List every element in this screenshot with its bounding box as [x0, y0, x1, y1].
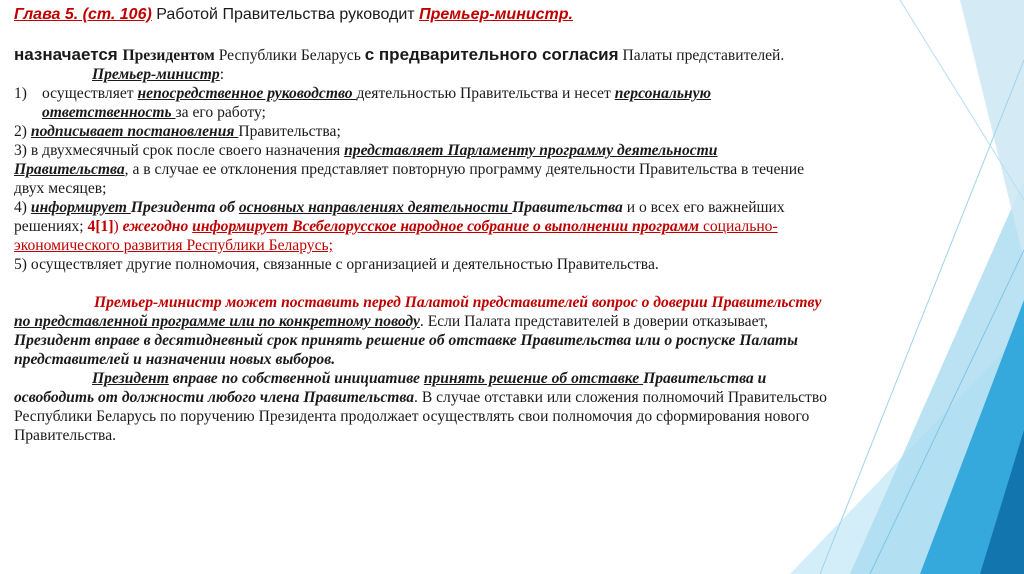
d4-i: ): [113, 218, 123, 235]
duty-3: [14, 141, 1004, 198]
duty-2: [14, 122, 1004, 141]
d4-k: информирует Всебелорусское народное собрание о выполнении: [192, 218, 633, 235]
pm-colon: :: [219, 66, 225, 83]
conf-d: Президент вправе в десятидневный срок принять решение об отставке Правительства или о роспуске Палаты: [14, 332, 798, 349]
conf-c: . Если Палата представителей в доверии отказывает,: [419, 313, 769, 330]
d2-b: подписывает постановления: [30, 123, 239, 140]
res-g: Республики Беларусь по поручению Президента продолжает осуществлять свои полномочия до сформирования нового: [14, 408, 810, 425]
d4-b: информирует: [30, 199, 131, 216]
d4-l: программ: [632, 218, 700, 235]
appoint-t2: Президентом: [122, 47, 215, 64]
heading-prime-minister: Премьер-министр.: [419, 6, 573, 23]
appoint-t4: с предварительного согласия: [364, 45, 619, 64]
d4-d: основных направлениях деятельности: [238, 199, 513, 216]
d4-f: и о всех его важнейших: [622, 199, 785, 216]
res-e: освободить от должности любого члена Правительства: [14, 389, 415, 406]
duty-5: 5) осуществляет другие полномочия, связанные с организацией и деятельностью Правительства.: [14, 256, 659, 273]
d4-c: Президента об: [130, 199, 239, 216]
conf-b: по представленной программе или по конкретному поводу: [14, 313, 420, 330]
d4-g: решениях;: [14, 218, 88, 235]
d1-d: персональную: [614, 85, 711, 102]
d3-e: двух месяцев;: [14, 180, 107, 197]
res-a: Президент: [92, 370, 169, 387]
d3-b: представляет Парламенту программу деятельности: [344, 142, 718, 159]
duty-1-number: 1): [14, 85, 27, 102]
d2-a: 2): [14, 123, 31, 140]
d1-e: ответственность: [42, 104, 176, 121]
d4-j: ежегодно: [122, 218, 193, 235]
res-b: вправе по собственной инициативе: [168, 370, 424, 387]
appointment-paragraph: [14, 45, 1004, 65]
d1-f: за его работу;: [175, 104, 266, 121]
heading-text: Работой Правительства руководит: [151, 6, 420, 23]
d1-a: осуществляет: [42, 85, 138, 102]
res-c: принять решение об отставке: [423, 370, 644, 387]
confidence-paragraph: [14, 293, 1004, 369]
d4-h: 4[1]: [87, 218, 114, 235]
d4-n: экономического развития Республики Беларусь;: [14, 237, 333, 254]
d1-c: деятельностью Правительства и несет: [356, 85, 615, 102]
d3-a: 3) в двухмесячный срок после своего назначения: [14, 142, 345, 159]
spacer: [14, 274, 1004, 293]
slide-heading: [14, 5, 1004, 24]
slide-content: [14, 5, 1004, 445]
chapter-reference: Глава 5. (ст. 106): [14, 6, 152, 23]
pm-label-line: [14, 65, 1004, 84]
d3-c: Правительства: [14, 161, 125, 178]
duty-1: [14, 84, 1004, 122]
pm-label: Премьер-министр: [92, 66, 220, 83]
d1-b: непосредственное руководство: [137, 85, 357, 102]
d2-c: Правительства;: [238, 123, 341, 140]
d4-a: 4): [14, 199, 31, 216]
conf-a: Премьер-министр может поставить перед Палатой представителей вопрос о доверии Правительству: [94, 294, 822, 311]
res-d: Правительства и: [643, 370, 767, 387]
d4-m: социально-: [699, 218, 778, 235]
conf-e: представителей и назначении новых выборов.: [14, 351, 336, 368]
duty-1-text: [42, 84, 711, 122]
res-f: . В случае отставки или сложения полномочий Правительство: [414, 389, 827, 406]
resignation-paragraph: [14, 369, 1004, 445]
duty-4: [14, 198, 1004, 255]
d4-e: Правительства: [512, 199, 623, 216]
appoint-t3: Республики Беларусь: [214, 47, 365, 64]
appoint-t1: назначается: [14, 45, 123, 64]
res-h: Правительства.: [14, 427, 117, 444]
appoint-t5: Палаты представителей.: [618, 47, 785, 64]
d3-d: , а в случае ее отклонения представляет повторную программу деятельности Правительства в течение: [124, 161, 805, 178]
